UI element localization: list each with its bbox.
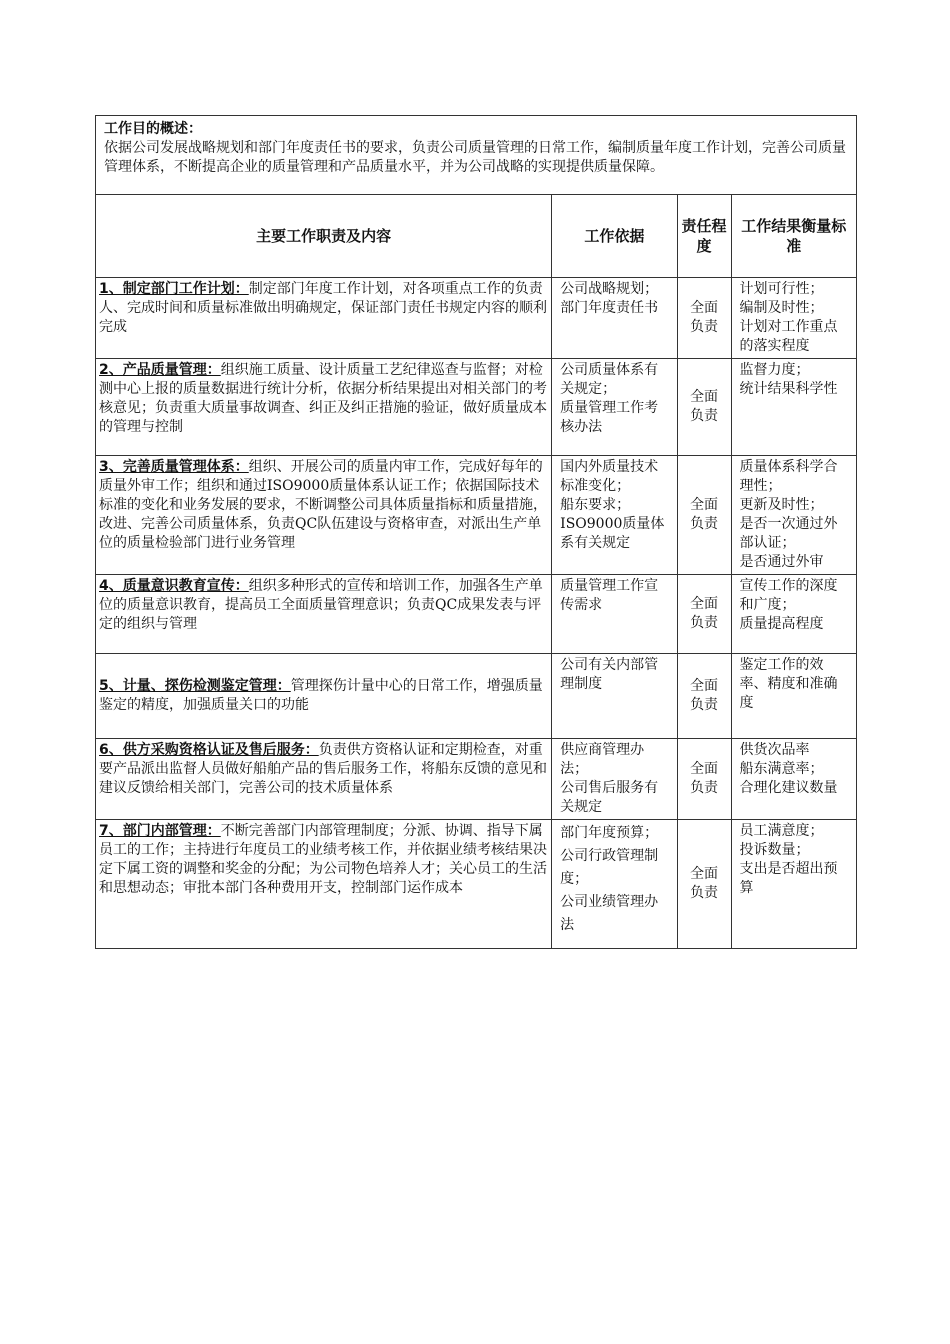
duty-cell	[96, 575, 552, 654]
header-basis: 工作依据	[552, 195, 677, 278]
standard-item: 计划对工作重点的落实程度	[739, 319, 838, 354]
standard-cell	[731, 359, 856, 456]
basis-cell	[552, 359, 677, 456]
standard-item: 质量体系科学合理性；	[739, 459, 838, 494]
standard-item: 质量提高程度	[739, 616, 824, 632]
level-cell: 全面负责	[677, 820, 731, 949]
standard-item: 供货次品率	[739, 742, 810, 758]
basis-cell	[552, 654, 677, 739]
duty-cell	[96, 739, 552, 820]
standard-item: 合理化建议数量	[739, 780, 838, 796]
duty-text: 组织、开展公司的质量内审工作，完成好每年的质量外审工作；组织和通过ISO9000质量体系认证工作；依据国际技术标准的变化和业务发展的要求，不断调整公司具体质量指标和质量措施，改进、完善公司质量体系，负责QC队伍建设与资格审查，对派出生产单位的质量检验部门进行业务管理	[99, 459, 547, 551]
level-cell: 全面负责	[677, 359, 731, 456]
basis-item: 质量管理工作考核办法	[560, 400, 659, 435]
basis-item: 部门年度责任书	[560, 300, 659, 316]
summary-title: 工作目的概述：	[104, 121, 202, 137]
basis-item: 公司业绩管理办法	[560, 894, 659, 933]
basis-cell	[552, 278, 677, 359]
basis-item: ISO9000质量体系有关规定	[560, 516, 665, 551]
duty-cell	[96, 456, 552, 575]
table-row	[96, 820, 857, 949]
duty-text: 不断完善部门内部管理制度；分派、协调、指导下属员工的工作；主持进行年度员工的业绩考核工作，并依据业绩考核结果决定下属工资的调整和奖金的分配；为公司物色培养人才；关心员工的生活和思想动态；审批本部门各种费用开支，控制部门运作成本	[99, 823, 547, 896]
standard-item: 是否一次通过外部认证；	[739, 516, 838, 551]
basis-item: 公司有关内部管理制度	[560, 657, 659, 692]
table-row	[96, 278, 857, 359]
duty-cell	[96, 820, 552, 949]
table-row	[96, 456, 857, 575]
duty-cell	[96, 359, 552, 456]
header-standard: 工作结果衡量标准	[731, 195, 856, 278]
table-header-row	[96, 195, 857, 278]
standard-item: 统计结果科学性	[739, 381, 838, 397]
basis-item: 部门年度预算；	[560, 825, 659, 841]
standard-item: 员工满意度；	[739, 823, 824, 839]
level-cell: 全面负责	[677, 278, 731, 359]
standard-cell	[731, 820, 856, 949]
duty-title: 7、部门内部管理：	[99, 823, 221, 839]
level-cell: 全面负责	[677, 575, 731, 654]
header-duty: 主要工作职责及内容	[96, 195, 552, 278]
standard-cell	[731, 739, 856, 820]
basis-item: 公司质量体系有关规定；	[560, 362, 659, 397]
level-cell: 全面负责	[677, 456, 731, 575]
standard-item: 是否通过外审	[739, 554, 824, 570]
duty-title: 4、质量意识教育宣传：	[99, 578, 249, 594]
summary-text: 依据公司发展战略规划和部门年度责任书的要求，负责公司质量管理的日常工作，编制质量年度工作计划，完善公司质量管理体系，不断提高企业的质量管理和产品质量水平，并为公司战略的实现提供质量保障。	[104, 140, 846, 175]
duty-title: 3、完善质量管理体系：	[99, 459, 249, 475]
basis-cell	[552, 456, 677, 575]
duty-text: 组织多种形式的宣传和培训工作，加强各生产单位的质量意识教育，提高员工全面质量管理意识；负责QC成果发表与评定的组织与管理	[99, 578, 543, 632]
basis-cell	[552, 820, 677, 949]
job-description-page	[95, 115, 857, 949]
duty-cell	[96, 278, 552, 359]
standard-item: 支出是否超出预算	[739, 861, 838, 896]
basis-item: 公司售后服务有关规定	[560, 780, 659, 815]
basis-cell	[552, 739, 677, 820]
summary-row	[96, 116, 857, 195]
standard-item: 计划可行性；	[739, 281, 824, 297]
standard-item: 鉴定工作的效率、精度和准确度	[739, 657, 838, 711]
standard-item: 更新及时性；	[739, 497, 824, 513]
standard-cell	[731, 654, 856, 739]
duty-table	[95, 115, 857, 949]
standard-item: 宣传工作的深度和广度；	[739, 578, 838, 613]
standard-cell	[731, 575, 856, 654]
basis-item: 公司行政管理制度；	[560, 848, 659, 887]
duty-title: 6、供方采购资格认证及售后服务：	[99, 742, 319, 758]
standard-item: 监督力度；	[739, 362, 810, 378]
duty-text: 管理探伤计量中心的日常工作，增强质量鉴定的精度，加强质量关口的功能	[99, 678, 543, 713]
basis-item: 质量管理工作宣传需求	[560, 578, 659, 613]
standard-item: 船东满意率；	[739, 761, 824, 777]
standard-cell	[731, 278, 856, 359]
summary-cell	[96, 116, 857, 195]
level-cell: 全面负责	[677, 739, 731, 820]
level-cell: 全面负责	[677, 654, 731, 739]
basis-item: 国内外质量技术标准变化；	[560, 459, 659, 494]
duty-cell	[96, 654, 552, 739]
basis-item: 供应商管理办法；	[560, 742, 645, 777]
header-level: 责任程度	[677, 195, 731, 278]
table-row	[96, 575, 857, 654]
duty-text: 负责供方资格认证和定期检查，对重要产品派出监督人员做好船舶产品的售后服务工作，将船东反馈的意见和建议反馈给相关部门，完善公司的技术质量体系	[99, 742, 547, 796]
duty-text: 制定部门年度工作计划，对各项重点工作的负责人、完成时间和质量标准做出明确规定，保证部门责任书规定内容的顺利完成	[99, 281, 547, 335]
duty-title: 2、产品质量管理：	[99, 362, 221, 378]
table-row	[96, 359, 857, 456]
table-row	[96, 654, 857, 739]
duty-title: 5、计量、探伤检测鉴定管理：	[99, 678, 291, 694]
table-row	[96, 739, 857, 820]
basis-cell	[552, 575, 677, 654]
standard-cell	[731, 456, 856, 575]
standard-item: 编制及时性；	[739, 300, 824, 316]
standard-item: 投诉数量；	[739, 842, 810, 858]
basis-item: 船东要求；	[560, 497, 631, 513]
basis-item: 公司战略规划；	[560, 281, 659, 297]
duty-title: 1、制定部门工作计划：	[99, 281, 249, 297]
duty-text: 组织施工质量、设计质量工艺纪律巡查与监督；对检测中心上报的质量数据进行统计分析，依据分析结果提出对相关部门的考核意见；负责重大质量事故调查、纠正及纠正措施的验证，做好质量成本的管理与控制	[99, 362, 547, 435]
